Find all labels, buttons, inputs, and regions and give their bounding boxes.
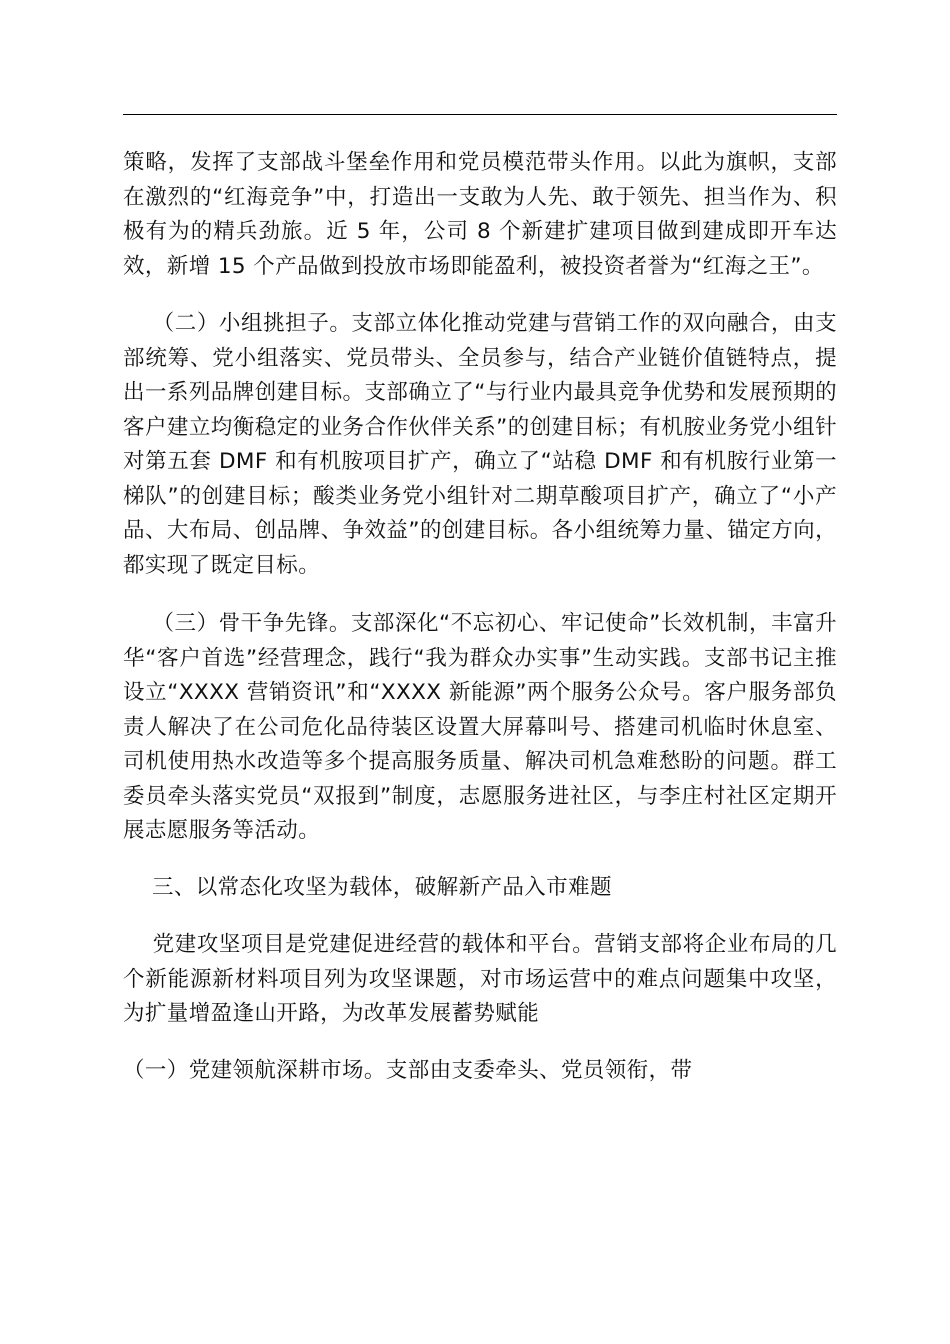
- document-body: [123, 146, 837, 1088]
- paragraph-2: （二）小组挑担子。支部立体化推动党建与营销工作的双向融合，由支部统筹、党小组落实、党员带头、全员参与，结合产业链价值链特点，提出一系列品牌创建目标。支部确立了“与行业内最具竞争优势和发展预期的客户建立均衡稳定的业务合作伙伴关系”的创建目标；有机胺业务党小组针对第五套 DMF 和有机胺项目扩产，确立了“站稳 DMF 和有机胺行业第一梯队”的创建目标；酸类业务党小组针对二期草酸项目扩产，确立了“小产品、大布局、创品牌、争效益”的创建目标。各小组统筹力量、锚定方向，都实现了既定目标。: [123, 311, 838, 578]
- paragraph-1: 策略，发挥了支部战斗堡垒作用和党员模范带头作用。以此为旗帜，支部在激烈的“红海竞争”中，打造出一支敢为人先、敢于领先、担当作为、积极有为的精兵劲旅。近 5 年，公司 8 个新建扩建项目做到建成即开车达效，新增 15 个产品做到投放市场即能盈利，被投资者誉为“红海之王”。: [123, 150, 837, 279]
- header-divider: [123, 114, 837, 115]
- paragraph-3: （三）骨干争先锋。支部深化“不忘初心、牢记使命”长效机制，丰富升华“客户首选”经营理念，践行“我为群众办实事”生动实践。支部书记主推设立“XXXX 营销资讯”和“XXXX 新能源”两个服务公众号。客户服务部负责人解决了在公司危化品待装区设置大屏幕叫号、搭建司机临时休息室、司机使用热水改造等多个提高服务质量、解决司机急难愁盼的问题。群工委员牵头落实党员“双报到”制度，志愿服务进社区，与李庄村社区定期开展志愿服务等活动。: [123, 611, 837, 843]
- paragraph-4: 党建攻坚项目是党建促进经营的载体和平台。营销支部将企业布局的几个新能源新材料项目列为攻坚课题，对市场运营中的难点问题集中攻坚，为扩量增盈逢山开路，为改革发展蓄势赋能: [123, 932, 838, 1026]
- section-heading: 三、以常态化攻坚为载体，破解新产品入市难题: [123, 874, 612, 900]
- paragraph-5: （一）党建领航深耕市场。支部由支委牵头、党员领衔，带: [123, 1057, 693, 1083]
